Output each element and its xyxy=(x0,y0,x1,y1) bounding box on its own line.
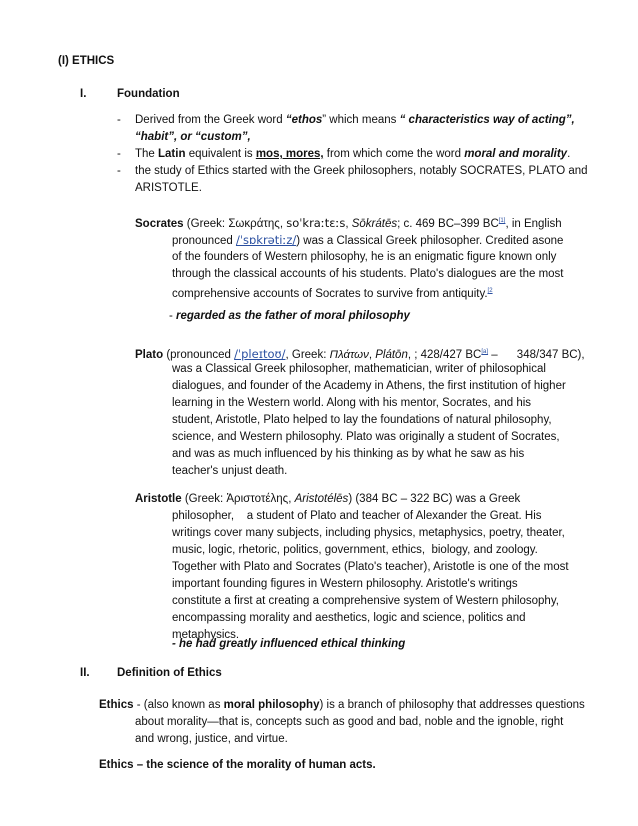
aristotle-line-3: writings cover many subjects, including physics, metaphysics, poetry, theater, xyxy=(172,527,565,539)
mos-mores-term: mos, mores, xyxy=(255,148,324,160)
plato-line-5: student, Aristotle, Plato helped to lay the foundations of natural philosophy, xyxy=(172,414,552,426)
plato-name: Plato xyxy=(135,348,164,361)
aristotle-line-6: important founding figures in Western philosophy. Aristotle's writings xyxy=(172,578,518,590)
pronunciation-link[interactable]: /ˈsɒkrətiːz/ xyxy=(235,233,297,247)
aristotle-line-4: music, logic, rhetoric, politics, government, ethics, biology, and zoology. xyxy=(172,544,538,556)
plato-line-3: dialogues, and founder of the Academy in Athens, the first institution of higher xyxy=(172,380,566,392)
socrates-line-4: through the classical accounts of his students. Plato's dialogues are the most xyxy=(172,268,564,280)
bullet-dash: - xyxy=(117,148,121,160)
aristotle-line-9: metaphysics. xyxy=(172,629,240,641)
aristotle-line-8: encompassing morality and aesthetics, logic and science, politics and xyxy=(172,612,526,624)
socrates-line-3: of the founders of Western philosophy, he is an enigmatic figure known only xyxy=(172,251,557,263)
aristotle-line-1: Aristotle (Greek: Ἀριστοτέλης, Aristotélēs) (384 BC – 322 BC) was a Greek xyxy=(135,493,521,505)
socrates-line-5: comprehensive accounts of Socrates to survive from antiquity.$^{[2}$ xyxy=(172,287,493,300)
aristotle-name: Aristotle xyxy=(135,493,182,505)
socrates-note: - regarded as the father of moral philosophy xyxy=(169,310,410,322)
aristotle-line-7: constitute a first at creating a comprehensive system of Western philosophy, xyxy=(172,595,559,607)
bullet-dash: - xyxy=(117,165,121,177)
bullet-1-line-1: Derived from the Greek word “ethos” which means “ characteristics way of acting”, xyxy=(135,114,575,126)
socrates-line-1: Socrates (Greek: Σωκράτης, soˈkraːtɛːs, Sōkrátēs; c. 469 BC–399 BC[1], in English xyxy=(135,215,562,230)
plato-line-2: was a Classical Greek philosopher, mathematician, writer of philosophical xyxy=(172,363,546,375)
aristotle-line-2: philosopher, a student of Plato and teacher of Alexander the Great. His xyxy=(172,510,542,522)
ethics-definition-line-1: Ethics - (also known as moral philosophy) is a branch of philosophy that addresses questions xyxy=(99,699,585,711)
ethos-term: “ethos xyxy=(285,114,323,126)
plato-line-7: and was as much influenced by his thinking as by what he saw as his xyxy=(172,448,525,460)
bullet-1-line-2: “habit”, or “custom”, xyxy=(135,131,251,143)
plato-line-6: science, and Western philosophy. Plato was originally a student of Socrates, xyxy=(172,431,560,443)
ethics-definition-line-3: and wrong, justice, and virtue. xyxy=(135,733,288,745)
bullet-dash: - xyxy=(117,114,121,126)
socrates-line-2: pronounced /ˈsɒkrətiːz/) was a Classical Greek philosopher. Credited asone xyxy=(172,233,564,247)
citation-link[interactable]: [1] xyxy=(498,218,506,224)
bullet-2-line: The Latin equivalent is mos, mores, from which come the word moral and morality. xyxy=(135,148,571,160)
section-2-title: Definition of Ethics xyxy=(117,667,222,679)
plato-line-4: learning in the Western world. Along with his mentor, Socrates, and his xyxy=(172,397,532,409)
citation-link[interactable]: [2 xyxy=(487,288,493,294)
ethics-final-definition: Ethics – the science of the morality of human acts. xyxy=(99,759,376,771)
plato-line-1: Plato (pronounced /ˈpleɪtoʊ/, Greek: Πλάτων, Plátōn, ; 428/427 BC[a] – 348/347 BC), xyxy=(135,346,585,361)
ethics-definition-line-2: about morality—that is, concepts such as good and bad, noble and the ignoble, right xyxy=(135,716,564,728)
citation-link[interactable]: [a] xyxy=(481,349,489,355)
bullet-3-line-1: the study of Ethics started with the Greek philosophers, notably SOCRATES, PLATO and xyxy=(135,165,588,177)
section-1-title: Foundation xyxy=(117,88,180,100)
section-2-numeral: II. xyxy=(80,667,90,679)
pronunciation-link[interactable]: /ˈpleɪtoʊ/ xyxy=(234,346,286,361)
bullet-3-line-2: ARISTOTLE. xyxy=(135,182,202,194)
page-heading: (I) ETHICS xyxy=(58,55,115,67)
aristotle-line-5: Together with Plato and Socrates (Plato's teacher), Aristotle is one of the most xyxy=(172,561,569,573)
section-1-numeral: I. xyxy=(80,88,87,100)
socrates-name: Socrates xyxy=(135,217,184,230)
plato-line-8: teacher's unjust death. xyxy=(172,465,288,477)
aristotle-note: - he had greatly influenced ethical thinking xyxy=(172,638,406,650)
